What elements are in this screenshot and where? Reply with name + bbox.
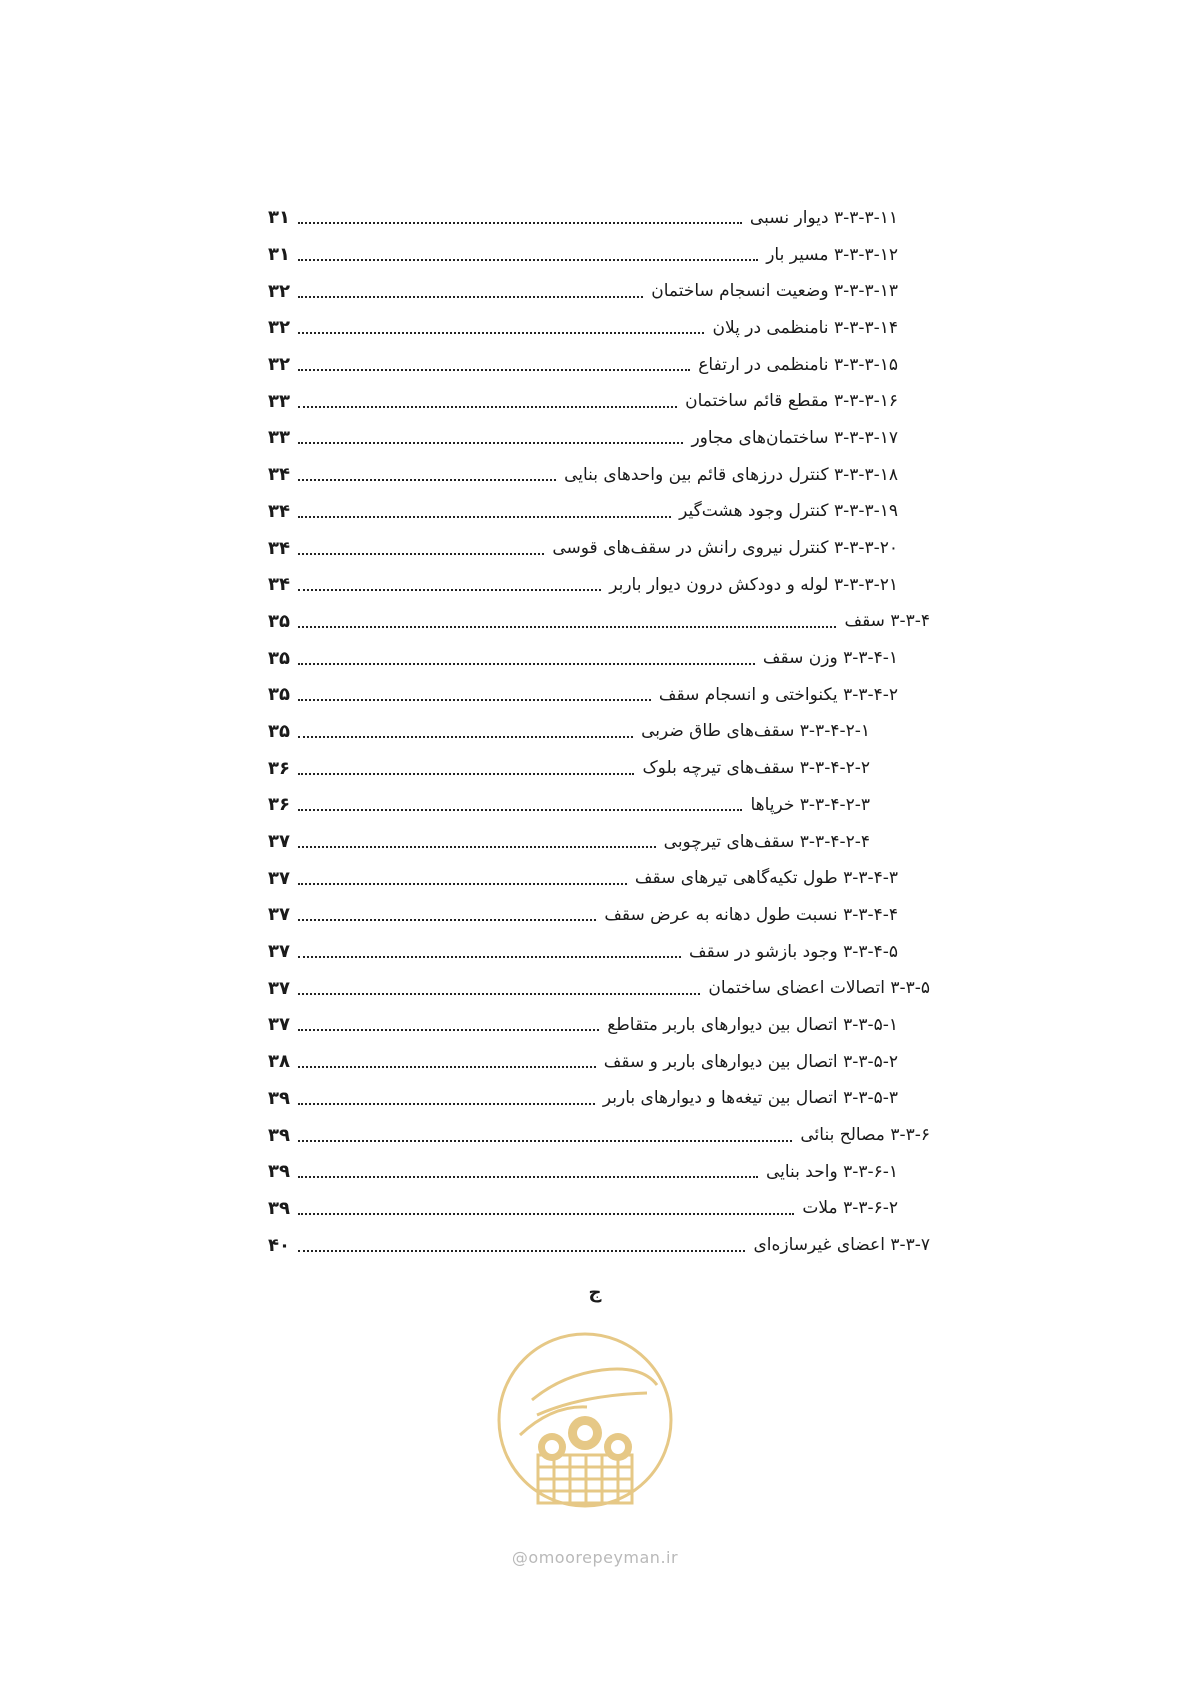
toc-entry-title: ۳-۳-۳-۱۲ مسیر بار <box>766 244 898 265</box>
toc-entry[interactable] <box>268 310 930 347</box>
toc-entry-page: ۳۶ <box>268 757 290 779</box>
toc-dot-leader <box>298 1103 595 1105</box>
toc-entry[interactable] <box>268 1044 930 1081</box>
toc-entry[interactable] <box>268 1154 930 1191</box>
toc-entry-title: ۳-۳-۷ اعضای غیرسازه‌ای <box>753 1235 930 1256</box>
watermark-logo <box>492 1315 678 1525</box>
toc-entry-page: ۳۷ <box>268 941 290 963</box>
toc-entry-page: ۳۱ <box>268 207 290 229</box>
toc-entry-page: ۳۷ <box>268 977 290 999</box>
toc-entry-title: ۳-۳-۴-۲-۳ خرپاها <box>750 794 870 815</box>
toc-entry-page: ۳۳ <box>268 390 290 412</box>
toc-dot-leader <box>298 222 742 224</box>
toc-entry-title: ۳-۳-۴-۳ طول تکیه‌گاهی تیرهای سقف <box>634 868 898 889</box>
toc-entry[interactable] <box>268 1007 930 1044</box>
toc-dot-leader <box>298 332 705 334</box>
toc-entry-title: ۳-۳-۳-۱۹ کنترل وجود هشت‌گیر <box>679 501 898 522</box>
toc-entry-page: ۳۲ <box>268 317 290 339</box>
toc-entry[interactable] <box>268 897 930 934</box>
toc-dot-leader <box>298 516 671 518</box>
toc-entry-title: ۳-۳-۳-۱۴ نامنظمی در پلان <box>712 317 898 338</box>
toc-dot-leader <box>298 589 601 591</box>
toc-dot-leader <box>298 1029 599 1031</box>
toc-entry-page: ۳۹ <box>268 1124 290 1146</box>
toc-dot-leader <box>298 1250 745 1252</box>
toc-entry[interactable] <box>268 640 930 677</box>
toc-dot-leader <box>298 883 627 885</box>
toc-entry[interactable] <box>268 567 930 604</box>
toc-entry-page: ۳۵ <box>268 647 290 669</box>
toc-entry[interactable] <box>268 860 930 897</box>
toc-entry[interactable] <box>268 787 930 824</box>
toc-dot-leader <box>298 1176 758 1178</box>
toc-entry[interactable] <box>268 420 930 457</box>
toc-entry-page: ۳۷ <box>268 831 290 853</box>
toc-entry[interactable] <box>268 970 930 1007</box>
toc-entry-page: ۳۷ <box>268 867 290 889</box>
toc-entry-title: ۳-۳-۵ اتصالات اعضای ساختمان <box>708 978 930 999</box>
toc-entry-title: ۳-۳-۴-۲-۴ سقف‌های تیرچوبی <box>663 831 870 852</box>
toc-entry-page: ۳۹ <box>268 1197 290 1219</box>
toc-entry-title: ۳-۳-۵-۱ اتصال بین دیوارهای باربر متقاطع <box>607 1014 898 1035</box>
toc-dot-leader <box>298 1140 792 1142</box>
toc-entry-title: ۳-۳-۳-۱۳ وضعیت انسجام ساختمان <box>651 281 898 302</box>
toc-dot-leader <box>298 919 596 921</box>
toc-entry-title: ۳-۳-۴-۲-۱ سقف‌های طاق ضربی <box>641 721 870 742</box>
toc-entry[interactable] <box>268 200 930 237</box>
toc-entry-page: ۳۴ <box>268 500 290 522</box>
toc-entry[interactable] <box>268 273 930 310</box>
toc-entry-title: ۳-۳-۳-۱۵ نامنظمی در ارتفاع <box>698 354 898 375</box>
toc-entry-page: ۳۵ <box>268 684 290 706</box>
toc-entry-title: ۳-۳-۵-۳ اتصال بین تیغه‌ها و دیوارهای باربر <box>602 1088 898 1109</box>
toc-dot-leader <box>298 736 633 738</box>
toc-dot-leader <box>298 479 556 481</box>
toc-entry-page: ۳۵ <box>268 720 290 742</box>
toc-entry[interactable] <box>268 237 930 274</box>
toc-entry-page: ۳۷ <box>268 1014 290 1036</box>
toc-dot-leader <box>298 296 643 298</box>
toc-dot-leader <box>298 699 651 701</box>
toc-entry[interactable] <box>268 677 930 714</box>
toc-entry-page: ۳۶ <box>268 794 290 816</box>
toc-dot-leader <box>298 626 836 628</box>
toc-entry-page: ۴۰ <box>268 1234 290 1256</box>
watermark-site-text: @omoorepeyman.ir <box>511 1548 679 1567</box>
toc-entry-page: ۳۹ <box>268 1087 290 1109</box>
toc-entry-page: ۳۲ <box>268 354 290 376</box>
toc-entry[interactable] <box>268 1227 930 1264</box>
toc-entry-page: ۳۴ <box>268 537 290 559</box>
toc-dot-leader <box>298 553 544 555</box>
toc-entry[interactable] <box>268 824 930 861</box>
toc-entry[interactable] <box>268 347 930 384</box>
toc-dot-leader <box>298 1213 794 1215</box>
toc-entry-title: ۳-۳-۴-۴ نسبت طول دهانه به عرض سقف <box>604 904 898 925</box>
toc-entry[interactable] <box>268 714 930 751</box>
toc-entry[interactable] <box>268 1191 930 1228</box>
toc-entry-page: ۳۷ <box>268 904 290 926</box>
toc-entry-title: ۳-۳-۳-۲۰ کنترل نیروی رانش در سقف‌های قوسی <box>552 538 898 559</box>
toc-entry[interactable] <box>268 1081 930 1118</box>
toc-entry-title: ۳-۳-۴-۵ وجود بازشو در سقف <box>689 941 898 962</box>
toc-entry[interactable] <box>268 934 930 971</box>
toc-entry-title: ۳-۳-۳-۱۶ مقطع قائم ساختمان <box>685 391 898 412</box>
toc-entry-title: ۳-۳-۳-۱۸ کنترل درزهای قائم بین واحدهای بنایی <box>564 464 898 485</box>
toc-dot-leader <box>298 956 681 958</box>
toc-dot-leader <box>298 846 656 848</box>
toc-dot-leader <box>298 773 634 775</box>
toc-entry[interactable] <box>268 383 930 420</box>
toc-entry[interactable] <box>268 1117 930 1154</box>
page-number: ج <box>588 1282 602 1303</box>
toc-entry[interactable] <box>268 494 930 531</box>
toc-entry-page: ۳۹ <box>268 1161 290 1183</box>
toc-entry-title: ۳-۳-۶-۱ واحد بنایی <box>765 1161 898 1182</box>
toc-entry-title: ۳-۳-۴ سقف <box>844 611 930 632</box>
toc-entry[interactable] <box>268 457 930 494</box>
toc-dot-leader <box>298 1066 596 1068</box>
toc-entry-title: ۳-۳-۶ مصالح بنائی <box>800 1125 930 1146</box>
toc-entry[interactable] <box>268 530 930 567</box>
toc-entry-title: ۳-۳-۶-۲ ملات <box>802 1198 898 1219</box>
toc-entry-page: ۳۸ <box>268 1051 290 1073</box>
toc-entry-title: ۳-۳-۴-۲ یکنواختی و انسجام سقف <box>658 684 898 705</box>
toc-entry-page: ۳۵ <box>268 610 290 632</box>
toc-dot-leader <box>298 442 683 444</box>
toc-entry[interactable] <box>268 604 930 641</box>
toc-entry-page: ۳۴ <box>268 464 290 486</box>
toc-dot-leader <box>298 369 690 371</box>
toc-entry-page: ۳۳ <box>268 427 290 449</box>
toc-entry-title: ۳-۳-۳-۱۱ دیوار نسبی <box>749 207 898 228</box>
toc-entry-page: ۳۲ <box>268 280 290 302</box>
toc-dot-leader <box>298 663 755 665</box>
toc-dot-leader <box>298 809 742 811</box>
omoorepeyman-logo-icon <box>492 1315 678 1525</box>
toc-entry-title: ۳-۳-۳-۲۱ لوله و دودکش درون دیوار باربر <box>609 574 898 595</box>
toc-dot-leader <box>298 259 758 261</box>
toc-dot-leader <box>298 993 700 995</box>
toc-entry-title: ۳-۳-۵-۲ اتصال بین دیوارهای باربر و سقف <box>603 1051 898 1072</box>
table-of-contents <box>268 200 930 1264</box>
toc-dot-leader <box>298 406 677 408</box>
toc-entry[interactable] <box>268 750 930 787</box>
toc-entry-page: ۳۱ <box>268 244 290 266</box>
toc-entry-title: ۳-۳-۴-۲-۲ سقف‌های تیرچه بلوک <box>642 758 870 779</box>
toc-entry-page: ۳۴ <box>268 574 290 596</box>
toc-entry-title: ۳-۳-۴-۱ وزن سقف <box>762 648 898 669</box>
toc-entry-title: ۳-۳-۳-۱۷ ساختمان‌های مجاور <box>691 427 898 448</box>
